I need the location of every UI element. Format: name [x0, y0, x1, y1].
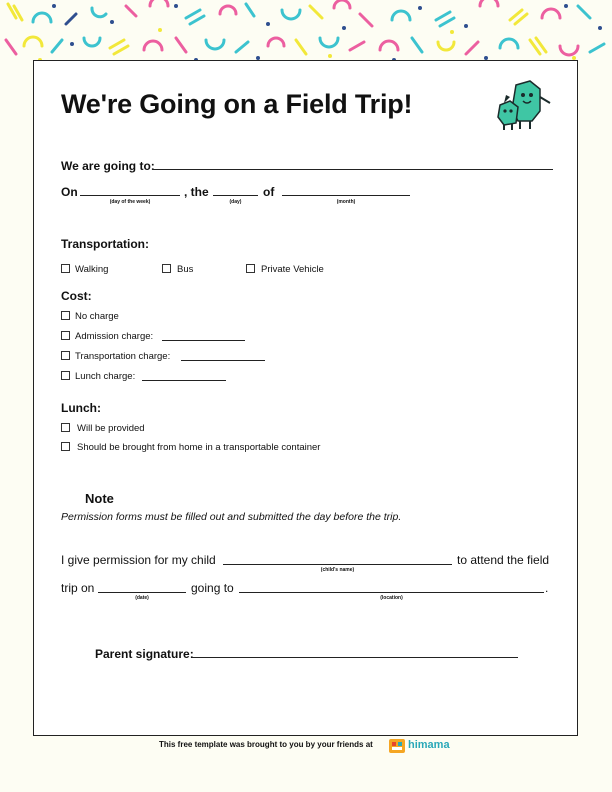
- the-label: , the: [184, 185, 209, 199]
- form-sheet: [33, 60, 578, 736]
- himama-logo-icon: [389, 739, 405, 753]
- on-label: On: [61, 185, 78, 199]
- admission-charge-checkbox[interactable]: [61, 331, 70, 340]
- permission-line2-start: trip on: [61, 581, 95, 595]
- private-vehicle-option: Private Vehicle: [261, 264, 324, 275]
- confetti-pattern: [0, 0, 612, 66]
- transportation-charge-option: Transportation charge:: [75, 351, 171, 362]
- day-hint: (day): [229, 199, 242, 205]
- bus-option: Bus: [177, 264, 194, 275]
- signature-line[interactable]: [192, 657, 518, 658]
- date-hint: (date): [135, 595, 149, 601]
- permission-line1-end: to attend the field: [457, 553, 550, 567]
- mascot-illustration: [496, 77, 554, 131]
- note-heading: Note: [85, 491, 114, 506]
- permission-line2-mid: going to: [191, 581, 234, 595]
- cost-label: Cost:: [61, 289, 92, 303]
- walking-option: Walking: [75, 264, 109, 275]
- no-charge-option: No charge: [75, 311, 119, 322]
- lunch-charge-checkbox[interactable]: [61, 371, 70, 380]
- bus-checkbox[interactable]: [162, 264, 171, 273]
- transportation-charge-line[interactable]: [181, 360, 265, 361]
- day-line[interactable]: [213, 195, 258, 196]
- childs-name-hint: (child's name): [320, 567, 355, 573]
- day-of-week-hint: (day of the week): [109, 199, 151, 205]
- day-of-week-line[interactable]: [80, 195, 180, 196]
- walking-checkbox[interactable]: [61, 264, 70, 273]
- month-line[interactable]: [282, 195, 410, 196]
- lunch-label: Lunch:: [61, 401, 101, 415]
- location-hint: (location): [380, 595, 403, 601]
- trip-date-line[interactable]: [98, 592, 186, 593]
- lunch-charge-line[interactable]: [142, 380, 226, 381]
- page-title: We're Going on a Field Trip!: [61, 89, 413, 119]
- lunch-charge-option: Lunch charge:: [75, 371, 136, 382]
- admission-charge-line[interactable]: [162, 340, 245, 341]
- admission-charge-option: Admission charge:: [75, 331, 154, 342]
- going-to-label: We are going to:: [61, 159, 155, 173]
- lunch-from-home-checkbox[interactable]: [61, 442, 70, 451]
- transportation-charge-checkbox[interactable]: [61, 351, 70, 360]
- signature-label: Parent signature:: [95, 647, 194, 661]
- month-hint: (month): [336, 199, 356, 205]
- lunch-from-home-option: Should be brought from home in a transportable container: [77, 442, 321, 453]
- childs-name-line[interactable]: [223, 564, 452, 565]
- location-line[interactable]: [239, 592, 544, 593]
- lunch-provided-checkbox[interactable]: [61, 423, 70, 432]
- of-label: of: [263, 185, 275, 199]
- no-charge-checkbox[interactable]: [61, 311, 70, 320]
- private-vehicle-checkbox[interactable]: [246, 264, 255, 273]
- note-text: Permission forms must be filled out and submitted the day before the trip.: [61, 511, 402, 523]
- footer-brand[interactable]: himama: [408, 739, 450, 751]
- permission-line2-end: .: [545, 581, 549, 595]
- lunch-provided-option: Will be provided: [77, 423, 145, 434]
- transportation-label: Transportation:: [61, 237, 150, 251]
- footer-text: This free template was brought to you by your friends at: [159, 740, 373, 749]
- destination-line[interactable]: [152, 169, 553, 170]
- permission-line1-start: I give permission for my child: [61, 553, 216, 567]
